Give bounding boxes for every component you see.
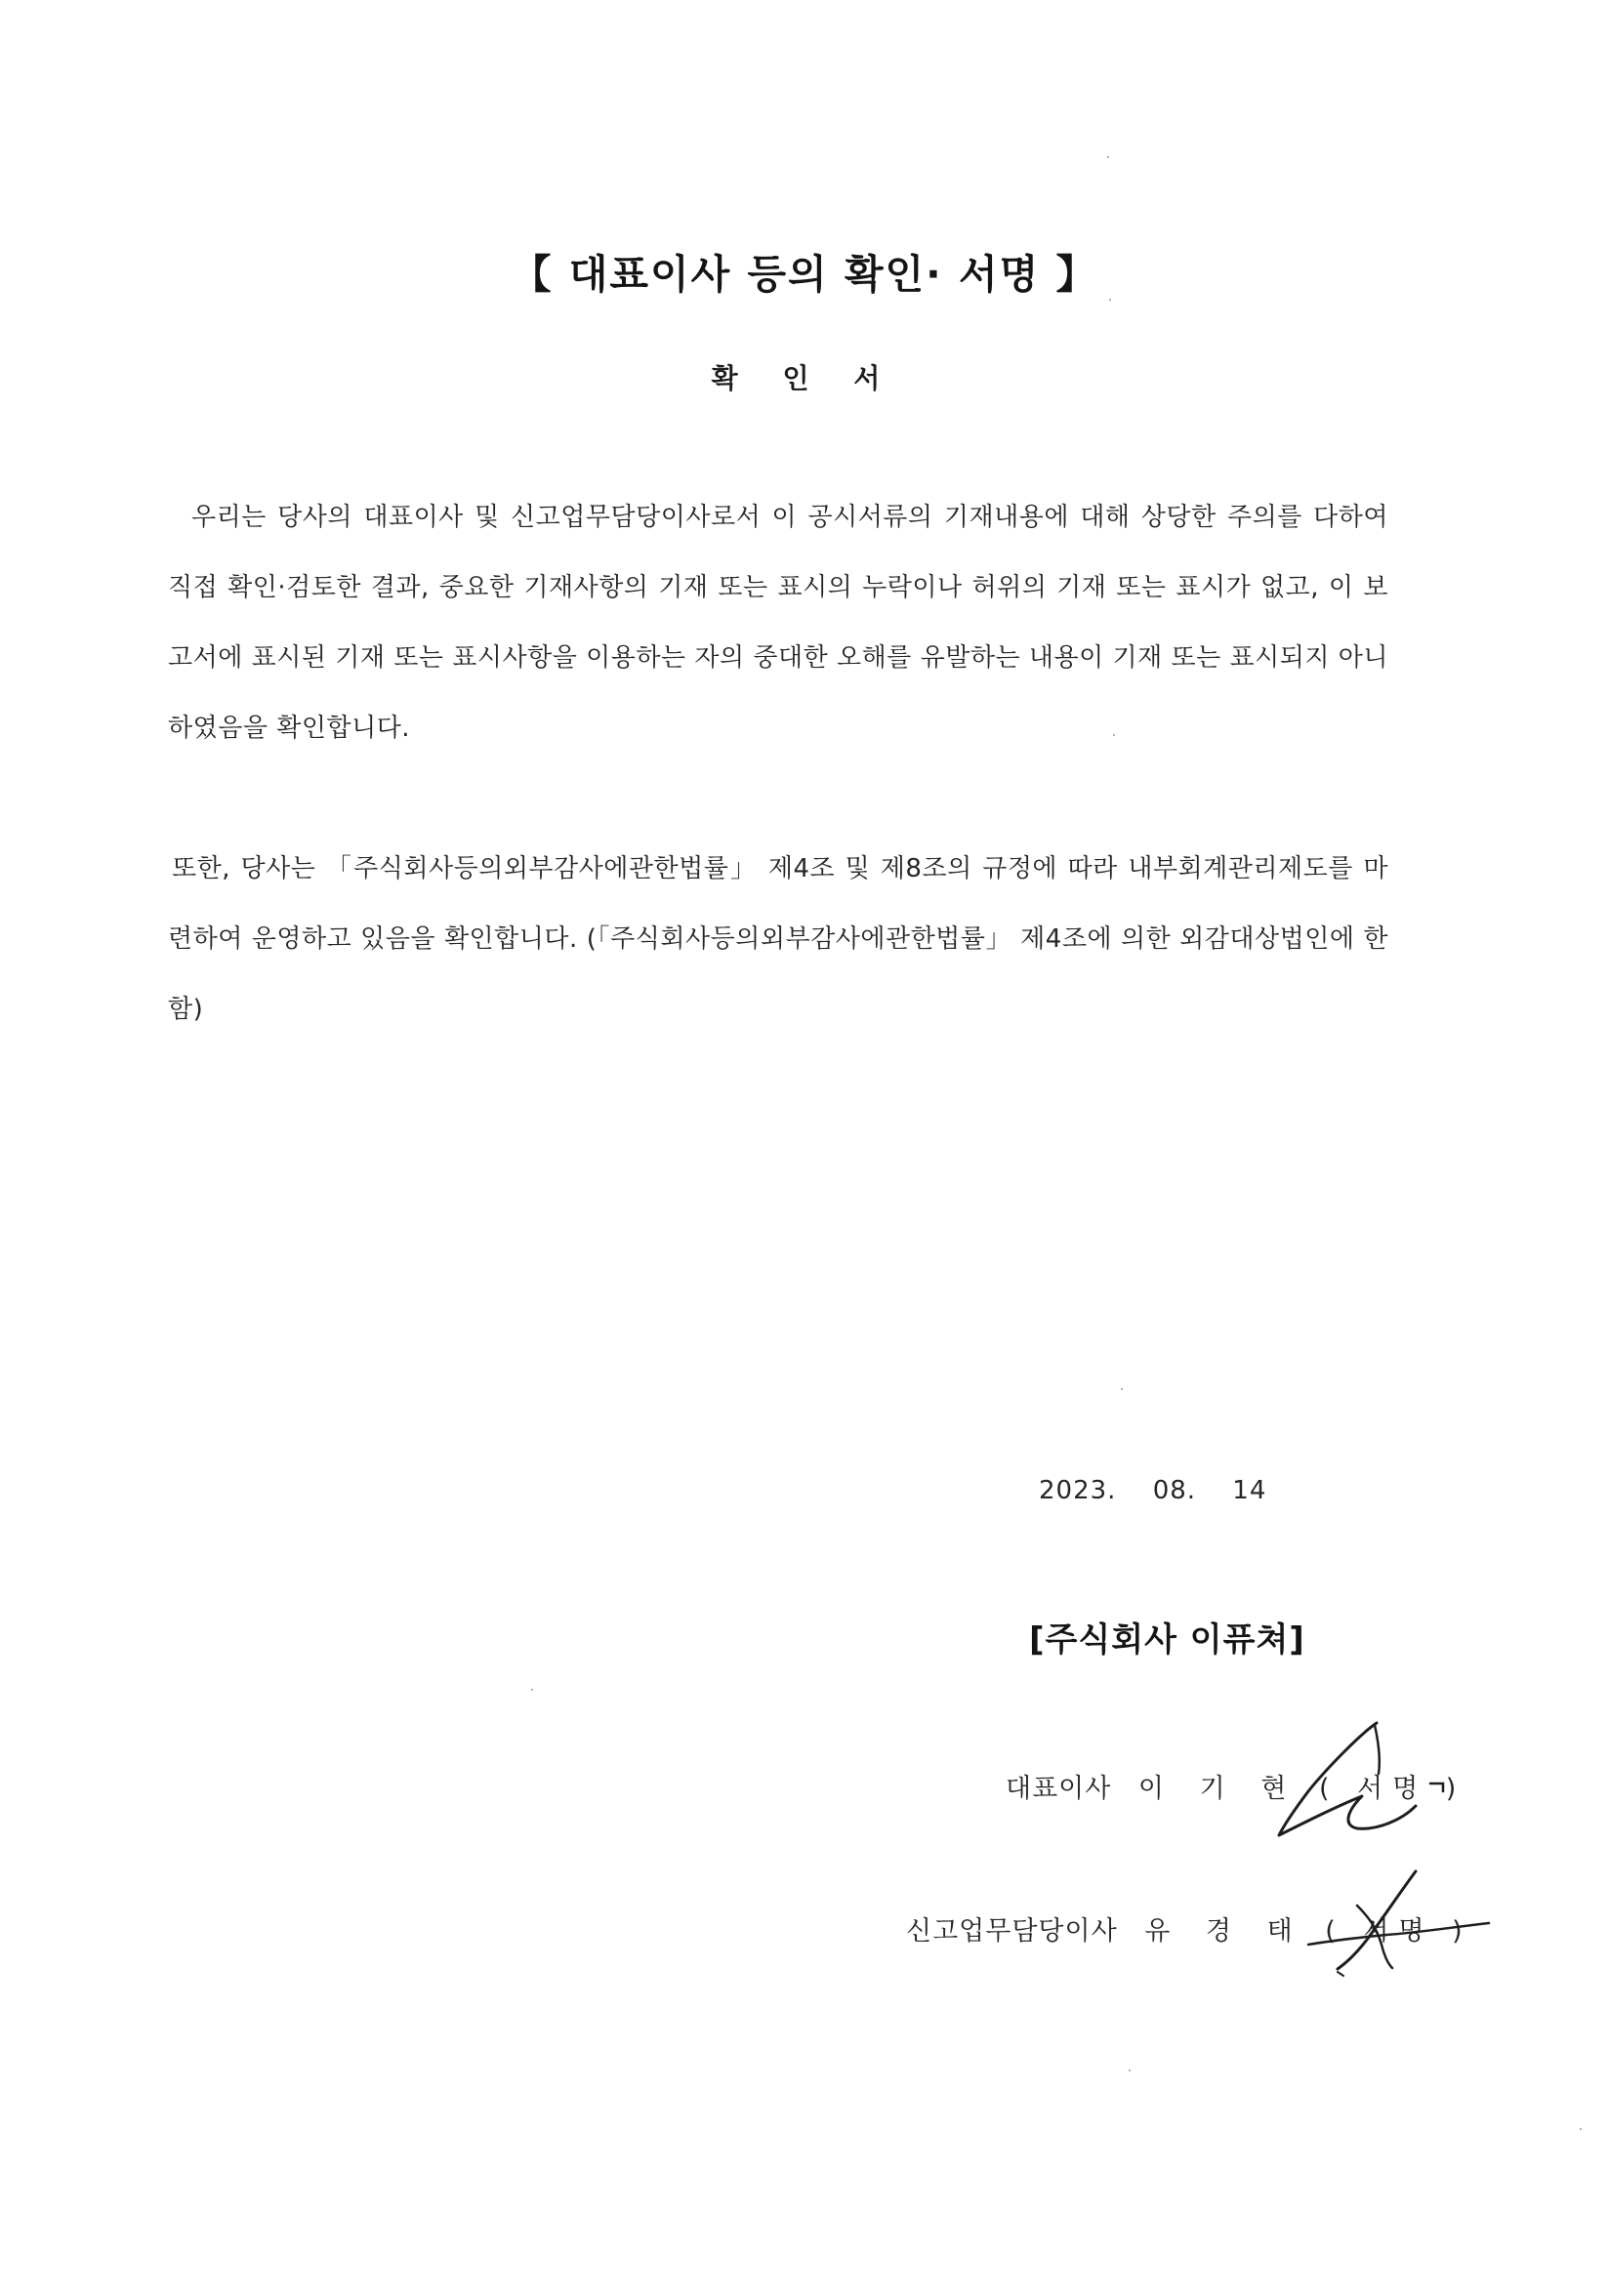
reporting-officer-role-label: 신고업무담당이사 xyxy=(906,1916,1118,1947)
ceo-name: 이 기 현 xyxy=(1137,1774,1300,1804)
reporting-officer-sign-label: ( 서명 ) xyxy=(1325,1916,1472,1947)
reporting-officer-handwritten-signature xyxy=(1299,1866,1494,1984)
scan-speck xyxy=(1580,2128,1582,2130)
scan-speck xyxy=(1113,734,1115,736)
scan-speck xyxy=(1121,1388,1123,1390)
scan-speck xyxy=(1129,2070,1131,2071)
document-title: 【 대표이사 등의 확인· 서명 】 xyxy=(511,251,1098,298)
confirmation-paragraph: 우리는 당사의 대표이사 및 신고업무담당이사로서 이 공시서류의 기재내용에 대해 상당한 주의를 다하여 직접 확인·검토한 결과, 중요한 기재사항의 기재 또는 표시의 누락이나 허위의 기재 또는 표시가 없고, 이 보고서에 표시된 기재 또는 표시사항을 이용하는 자의 중대한 오해를 유발하는 내용이 기재 또는 표시되지 아니하였음을 확인합니다. xyxy=(168,503,1388,743)
scan-speck xyxy=(531,1689,533,1691)
ceo-sign-label: ( 서명 ) xyxy=(1318,1774,1466,1804)
scan-speck xyxy=(1109,299,1111,301)
ceo-handwritten-signature xyxy=(1269,1713,1445,1850)
internal-control-paragraph: 또한, 당사는 「주식회사등의외부감사에관한법률」 제4조 및 제8조의 규정에 따라 내부회계관리제도를 마련하여 운영하고 있음을 확인합니다. (「주식회사등의외부감사에관한법률」 제4조에 의한 외감대상법인에 한함) xyxy=(168,854,1388,1024)
reporting-officer-name: 유 경 태 xyxy=(1144,1916,1306,1947)
company-name: [주식회사 이퓨쳐] xyxy=(1029,1620,1305,1660)
scan-speck xyxy=(1107,156,1109,158)
document-subtitle: 확 인 서 xyxy=(711,362,898,394)
document-date: 2023. 08. 14 xyxy=(1039,1476,1267,1505)
ceo-role-label: 대표이사 xyxy=(1006,1774,1112,1804)
